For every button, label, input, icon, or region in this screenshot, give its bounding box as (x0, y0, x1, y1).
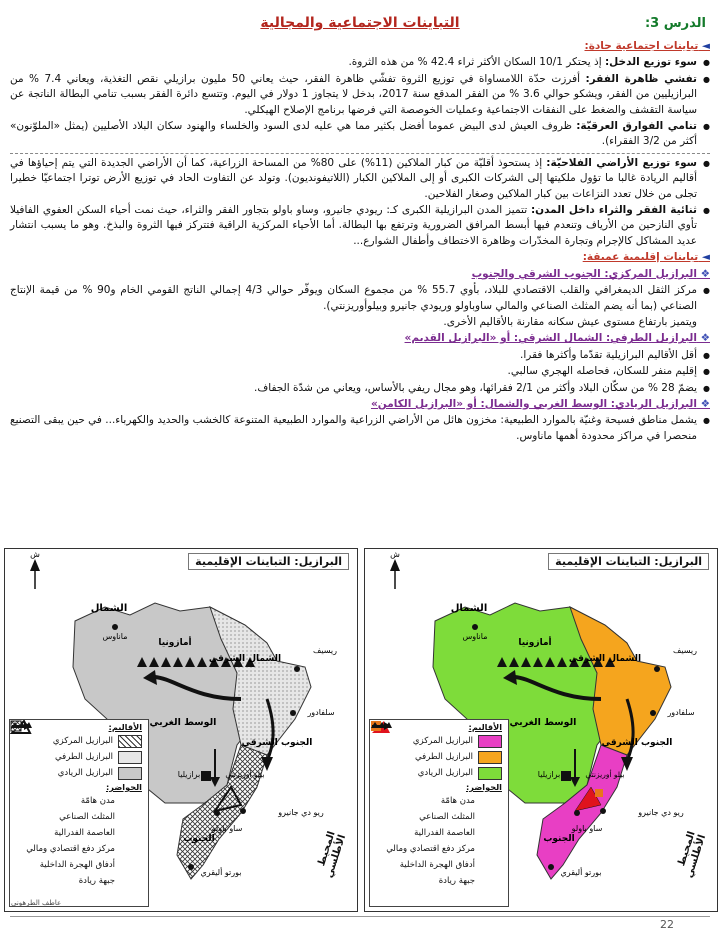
section-heading-regional: ◄ تباينات إقليمية عميقة: (582, 251, 710, 264)
legend-econ: مركز دفع اقتصادي ومالي (10, 842, 142, 856)
paragraph-central-2: ويتميز بارتفاع مستوى عيش سكانه مقارنة بالأقاليم الأخرى. (443, 315, 697, 328)
legend-pioneer: البرازيل الريادي (370, 766, 502, 780)
label-northeast: الشمال الشرقي (208, 654, 282, 664)
legend-big-city: مدن هامّة (10, 794, 142, 808)
legend-econ: مركز دفع اقتصادي ومالي (370, 842, 502, 856)
divider (10, 152, 710, 154)
swatch-pioneer (478, 767, 502, 780)
swatch-peripheral (478, 751, 502, 764)
label-brasilia: برازيليا (537, 770, 561, 779)
paragraph-peripheral-2: ● إقليم منفر للسكان، فحاصله الهجري سالبي. (10, 364, 710, 379)
diamond-icon: ❖ (696, 267, 710, 280)
label-portoalegre: بورتو أليقري (560, 868, 602, 877)
label-south: الجنوب (183, 834, 215, 844)
subheading-central: ❖ البرازيل المركزي: الجنوب الشرقي والجنوب (471, 267, 710, 280)
legend-metro-heading: الحواضر: (465, 782, 502, 792)
legend-pioneer: البرازيل الريادي (10, 766, 142, 780)
legend-regions-heading: الأقاليم: (468, 722, 502, 732)
label-rio: ريو دي جانيرو (278, 808, 324, 817)
label-recife: ريسيف (313, 646, 337, 655)
legend-central: البرازيل المركزي (370, 734, 502, 748)
legend-capital: العاصمة الفدرالية (10, 826, 142, 840)
city-dot (290, 710, 296, 716)
legend-migration: أدفاق الهجرة الداخلية (10, 858, 142, 872)
legend-front: جبهة ريادة (10, 874, 142, 888)
paragraph-peripheral-1: ● أقل الأقاليم البرازيلية تقدّما وأكثرها فقرا. (10, 348, 710, 363)
legend-central: البرازيل المركزي (10, 734, 142, 748)
map-bw-title: البرازيل: التباينات الإقليمية (188, 553, 349, 570)
map-credit: عاطف الطرهوني (11, 899, 62, 907)
map-bw-panel (4, 548, 358, 912)
legend-migration: أدفاق الهجرة الداخلية (370, 858, 502, 872)
city-dot (240, 808, 246, 814)
city-dot (574, 810, 580, 816)
econ-square-icon (480, 842, 502, 856)
label-recife: ريسيف (673, 646, 697, 655)
label-salvador: سلفادور (307, 708, 335, 717)
footer (10, 916, 710, 933)
city-dot-icon (480, 794, 502, 808)
diamond-icon: ❖ (696, 397, 710, 410)
diamond-icon: ❖ (696, 332, 710, 345)
city-dot (112, 624, 118, 630)
header (0, 12, 720, 36)
city-dot (548, 864, 554, 870)
legend-metro-heading: الحواضر: (105, 782, 142, 792)
paragraph-income: ● سوء توزيع الدخل: إذ يحتكر 10/1 السكان الأكثر ثراء 42.4 % من هذه الثروة. (10, 55, 710, 70)
swatch-central-bw (118, 735, 142, 748)
map-color-legend (369, 719, 509, 907)
map-color-title: البرازيل: التباينات الإقليمية (548, 553, 709, 570)
label-south: الجنوب (543, 834, 575, 844)
paragraph-central-1: ● مركز الثقل الديمغرافي والقلب الاقتصادي للبلاد، بأوي 55.7 % من مجموع السكان ويوفّر حوالي 4/3 إجمالي الناتج القومي الخام و90 % من قيمة الإنتاج الصناعي (بما أنه يضم المثلث الصناعي والمالي ساوباولو وريودي جانيرو وبيلوأوريزنتي). (10, 283, 710, 314)
map-color-panel (364, 548, 718, 912)
pioneer-front-icon (480, 874, 502, 888)
paragraph-racial: ● تنامي الفوارق العرقيّة: ظروف العيش لدى البيض عموما أفضل بكثير مما هي عليه لدى السود والخلساء والهنود سكان البلاد الأصليين (يمثل «الملوّنون» أكثر من 3/2 الفقراء). (10, 119, 710, 150)
arrow-icon: ◄ (698, 251, 710, 264)
arrow-icon: ◄ (698, 40, 710, 52)
label-saopaulo: ساو باولو (571, 824, 603, 833)
label-manaus: ماناوس (462, 632, 488, 641)
label-brasilia: برازيليا (177, 770, 201, 779)
label-saopaulo: ساو باولو (211, 824, 243, 833)
city-dot (214, 810, 220, 816)
label-belo: بيلو أوريزنتي (225, 770, 265, 779)
legend-triangle: المثلث الصناعي (370, 810, 502, 824)
paragraph-poverty: ● تفشي ظاهرة الفقر: أفرزت حدّة اللامساواة في توزيع الثروة تفشّي ظاهرة الفقر، حيث يعاني 50 مليون برازيلي نقص التغذية، ويعاني 7.4 % من البرازيليين من الفقر، ويشكو حوالي 3.6 % من الفقر المدقع سنة 2017، بدخل لا يتجاوز 1 دولار في اليوم. وتتسع دائرة الفقر بسبب تنامي البطالة الناتجة عن سياسة التقشف والضغط على النفقات الاجتماعية وعمليات الخوصصة التي فرضها برنامج الإصلاح الهيكلي. (10, 72, 710, 118)
label-amazon: أمازونيا (518, 638, 552, 648)
triangle-icon (120, 810, 142, 824)
capital-brasilia (561, 771, 571, 781)
econ-square-icon (120, 842, 142, 856)
legend-peripheral: البرازيل الطرفي (370, 750, 502, 764)
label-portoalegre: بورتو أليقري (200, 868, 242, 877)
city-dot (654, 666, 660, 672)
swatch-central (478, 735, 502, 748)
label-southeast: الجنوب الشرقي (601, 738, 673, 748)
swatch-peripheral-bw (118, 751, 142, 764)
label-north: الشمال (450, 603, 488, 614)
migration-arrow-icon (480, 858, 502, 872)
north-sign: ش (390, 550, 400, 559)
paragraph-pioneer: ● يشمل مناطق فسيحة وغنيّة بالموارد الطبيعية: مخزون هائل من الأراضي الزراعية والموارد الطبيعية المتنوعة كالخشب والحديد والكهرباء... في حين يبقى التصنيع منحصرا في مراكز محدودة أهمها ماناوس. (10, 413, 710, 444)
paragraph-peripheral-3: ● يضمّ 28 % من سكّان البلاد وأكثر من 2/1 فقرائها، وهو مجال ريفي بالأساس، ويعاني من شدّة الجفاف. (10, 381, 710, 396)
migration-arrow-icon (120, 858, 142, 872)
section-heading-social: ◄ تباينات اجتماعية حادة: (584, 40, 710, 52)
city-dot (472, 624, 478, 630)
label-midwest: الوسط الغربي (149, 717, 217, 728)
subheading-pioneer: ❖ البرازيل الريادي: الوسط الغربي والشمال: أو «البرازيل الكامن» (370, 397, 710, 410)
pioneer-front-icon (120, 874, 142, 888)
capital-square-icon (480, 826, 502, 840)
legend-big-city: مدن هامّة (370, 794, 502, 808)
legend-capital: العاصمة الفدرالية (370, 826, 502, 840)
label-southeast: الجنوب الشرقي (241, 738, 313, 748)
label-rio: ريو دي جانيرو (638, 808, 684, 817)
label-northeast: الشمال الشرقي (568, 654, 642, 664)
legend-peripheral: البرازيل الطرفي (10, 750, 142, 764)
label-midwest: الوسط الغربي (509, 717, 577, 728)
page-number: 22 (660, 918, 674, 931)
page-title: التباينات الاجتماعية والمجالية (260, 15, 460, 31)
capital-brasilia (201, 771, 211, 781)
label-salvador: سلفادور (667, 708, 695, 717)
triangle-icon (480, 810, 502, 824)
lesson-number: الدرس 3: (644, 16, 706, 31)
paragraph-cities: ● ثنائية الفقر والثراء داخل المدن: تتميز المدن البرازيلية الكبرى كـ: ريودي جانيرو، وساو باولو بتجاور الفقر والثراء، حيث نمت أحياء السكن العفوي الفافيلا تأوي النازحين من الأرياف وتنعدم فيها أبسط المرافق الضرورية وترتفع بها البطالة. أما الأحياء المركزية الراقية فتتركز فيها الثروة والبذخ. وهو ما يسبب انتشار عديد المشاكل كالإجرام وتجارة المخدّرات وظاهرة الاختطاف وأطفال الشوارع... (10, 203, 710, 249)
paragraph-land: ● سوء توزيع الأراضي الفلاحيّة: إذ يستحوذ أقليّة من كبار الملاكين (11%) على 80% من المساحة الزراعية، كما أن الأراضي الجديدة التي يتم إحياؤها في أقاليم الريادة غالبا ما تؤول ملكيتها إلى الشركات الكبرى أو إلى الملاكين الكبار (اللاتيفونديون). وتولد عن التفاوت الحاد في توزيع الأرض توترا اجتماعيّا خطيرا تجلى من خلال تعدد النزاعات بين كبار الملاكين وصغار الفلاحين. (10, 156, 710, 202)
legend-regions-heading: الأقاليم: (108, 722, 142, 732)
lesson-text (10, 38, 710, 445)
city-dot (294, 666, 300, 672)
econ-center (595, 789, 603, 797)
swatch-pioneer-bw (118, 767, 142, 780)
subheading-peripheral: ❖ البرازيل الطرفي: الشمال الشرقي: أو «البرازيل القديم» (404, 332, 710, 345)
map-bw-legend (9, 719, 149, 907)
capital-square-icon (120, 826, 142, 840)
legend-triangle: المثلث الصناعي (10, 810, 142, 824)
label-amazon: أمازونيا (158, 638, 192, 648)
label-belo: بيلو أوريزنتي (585, 770, 625, 779)
legend-front: جبهة ريادة (370, 874, 502, 888)
city-dot (188, 864, 194, 870)
label-north: الشمال (90, 603, 128, 614)
city-dot (600, 808, 606, 814)
north-arrow-head (30, 559, 40, 571)
ocean-label: المحيط الأطلسي (316, 829, 349, 880)
city-dot (650, 710, 656, 716)
label-manaus: ماناوس (102, 632, 128, 641)
north-arrow-head (390, 559, 400, 571)
city-dot-icon (120, 794, 142, 808)
north-sign: ش (30, 550, 40, 559)
ocean-label: المحيط الأطلسي (676, 829, 709, 880)
